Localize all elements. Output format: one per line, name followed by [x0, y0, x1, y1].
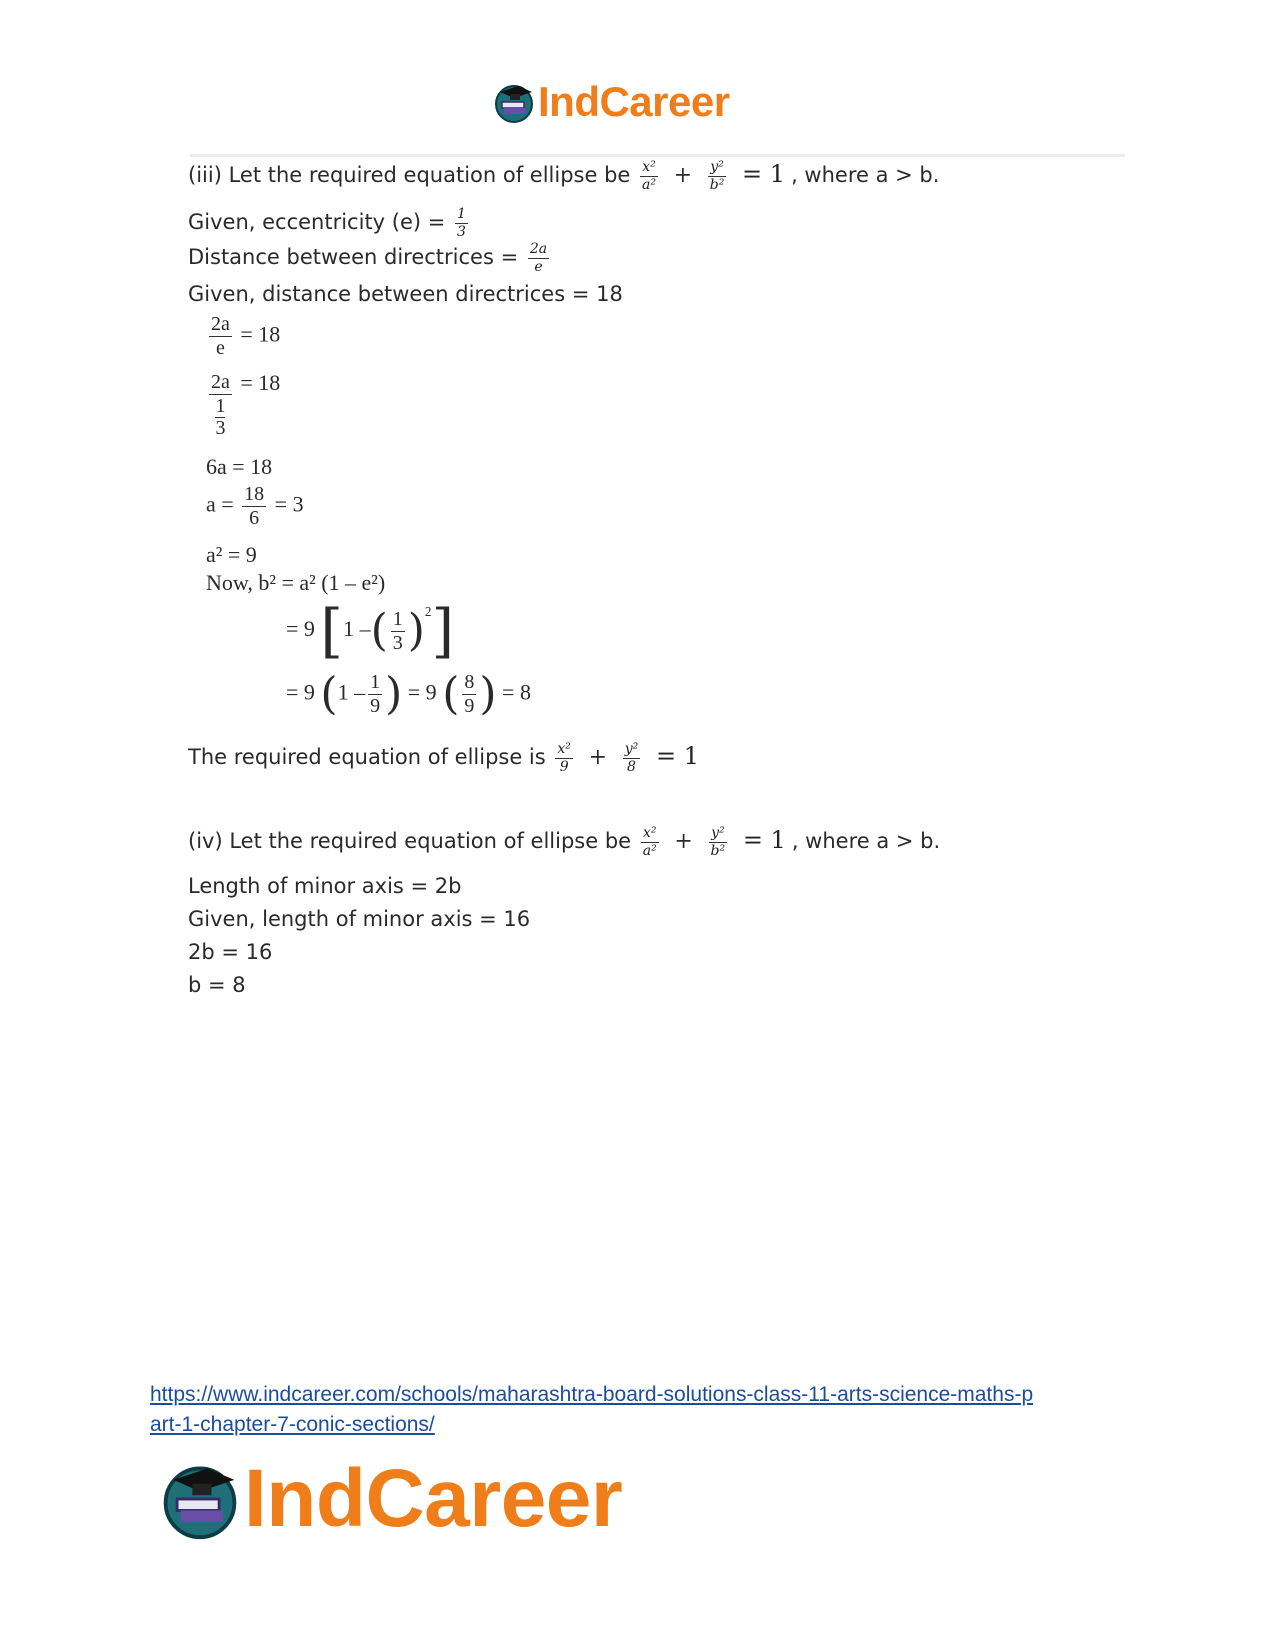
part-iv-line-3: 2b = 16 [188, 940, 273, 964]
step-8-one-minus: 1 – [337, 679, 366, 705]
frac-num: 2a [211, 313, 230, 335]
frac-den: a² [642, 842, 657, 859]
frac-den: 3 [215, 417, 226, 439]
frac-den: e [216, 337, 225, 359]
two-a-over-third [209, 372, 232, 439]
plus-sign: + [588, 745, 608, 771]
frac-x-over-a [641, 826, 659, 858]
step-4-lhs: a = [206, 491, 234, 517]
frac-num: x² [642, 159, 656, 175]
frac-den: a² [642, 176, 656, 193]
step-6: Now, b² = a² (1 – e²) [206, 570, 386, 595]
step-7-one-minus: 1 – [343, 616, 371, 642]
frac-num: 1 [215, 395, 226, 417]
part-iv-line-4: b = 8 [188, 973, 246, 997]
step-2-rhs: = 18 [240, 370, 281, 395]
frac-num: x² [557, 741, 571, 757]
frac-num: 2a [211, 371, 230, 393]
header-logo-text: IndCareer [538, 78, 730, 125]
distance-label: Distance between directrices = [188, 245, 519, 270]
frac-num: y² [711, 825, 725, 841]
frac-den: 9 [464, 695, 475, 717]
frac-num: 1 [457, 206, 466, 222]
step-2 [206, 372, 280, 439]
right-paren: ) [407, 605, 425, 656]
part-iii-intro-text: (iii) Let the required equation of ellipse be [188, 163, 631, 188]
frac-den: 9 [559, 758, 569, 775]
header-divider [190, 154, 1125, 157]
one-ninth [368, 672, 382, 717]
equals-one: = 1 [742, 826, 786, 855]
plus-sign: + [673, 163, 693, 189]
step-4 [206, 484, 304, 529]
part-iv-intro [188, 826, 940, 858]
source-link-line-1[interactable]: https://www.indcareer.com/schools/maharashtra-board-solutions-class-11-arts-science-maths-p [150, 1383, 1034, 1406]
step-7-lhs: = 9 [286, 616, 315, 642]
step-3: 6a = 18 [206, 454, 273, 479]
equals-one: = 1 [742, 160, 786, 189]
frac-den: 3 [392, 631, 403, 654]
part-iv-line-2: Given, length of minor axis = 16 [188, 907, 531, 931]
step-8-mid: = 9 [407, 679, 437, 705]
frac-den: 8 [627, 758, 636, 775]
eccentricity-fraction [455, 207, 468, 239]
step-1-rhs: = 18 [240, 321, 281, 347]
distance-fraction [528, 242, 549, 274]
frac-num: 2a [529, 241, 548, 257]
frac-den: 3 [457, 223, 466, 240]
frac-num: y² [710, 159, 724, 175]
frac-x-over-a [640, 160, 658, 192]
part-iv-intro-text: (iv) Let the required equation of ellipse be [188, 829, 632, 854]
source-link[interactable] [150, 1380, 1150, 1440]
step-5: a² = 9 [206, 542, 257, 567]
right-bracket: ] [431, 597, 455, 665]
eight-ninths [462, 672, 476, 717]
frac-num: 18 [244, 483, 265, 505]
frac-den: b² [709, 176, 725, 193]
header-logo [492, 78, 730, 126]
right-paren: ) [479, 668, 497, 720]
frac-num: y² [624, 741, 639, 757]
part-iv-line-1: Length of minor axis = 2b [188, 874, 462, 898]
frac-num: x² [642, 825, 657, 841]
frac-num: 1 [370, 671, 381, 693]
frac-num: 1 [392, 607, 403, 630]
exponent: 2 [424, 604, 432, 620]
result-line [188, 742, 705, 774]
step-1 [206, 314, 280, 359]
frac-den: 6 [249, 507, 260, 529]
one-third [391, 609, 405, 654]
frac-y-over-b [708, 160, 727, 192]
left-bracket: [ [320, 597, 344, 665]
frac-y-over-8 [623, 742, 641, 774]
distance-formula-line [188, 242, 552, 274]
given-distance-line: Given, distance between directrices = 18 [188, 282, 623, 306]
footer-logo-text: IndCareer [244, 1453, 623, 1544]
plus-sign: + [674, 829, 693, 855]
step-8-rhs: = 8 [502, 679, 531, 705]
frac-y-over-b [709, 826, 728, 858]
step-8-lhs: = 9 [286, 679, 315, 705]
source-link-line-2[interactable]: art-1-chapter-7-conic-sections/ [150, 1413, 435, 1436]
step-8 [286, 668, 531, 720]
equals-one: = 1 [655, 742, 699, 771]
right-paren: ) [385, 668, 403, 720]
left-paren: ( [370, 605, 388, 656]
two-a-over-e [209, 314, 232, 359]
nested-fraction [213, 395, 227, 439]
frac-x-over-9 [555, 742, 573, 774]
part-iii-intro [188, 160, 939, 192]
left-paren: ( [442, 668, 460, 720]
graduation-cap-globe-icon [492, 80, 536, 124]
part-iv-intro-tail: , where a > b. [791, 829, 941, 854]
frac-den: b² [710, 842, 726, 859]
result-label: The required equation of ellipse is [188, 745, 546, 770]
part-iii-intro-tail: , where a > b. [791, 163, 940, 188]
eccentricity-line [188, 207, 471, 239]
left-paren: ( [320, 668, 338, 720]
eighteen-over-six [242, 484, 266, 529]
step-4-rhs: = 3 [274, 491, 304, 517]
graduation-cap-globe-icon [158, 1457, 242, 1541]
footer-logo [158, 1452, 622, 1546]
frac-den: 9 [370, 695, 381, 717]
step-7 [286, 597, 455, 665]
frac-num: 8 [464, 671, 475, 693]
frac-den: e [534, 258, 543, 275]
eccentricity-label: Given, eccentricity (e) = [188, 210, 446, 235]
